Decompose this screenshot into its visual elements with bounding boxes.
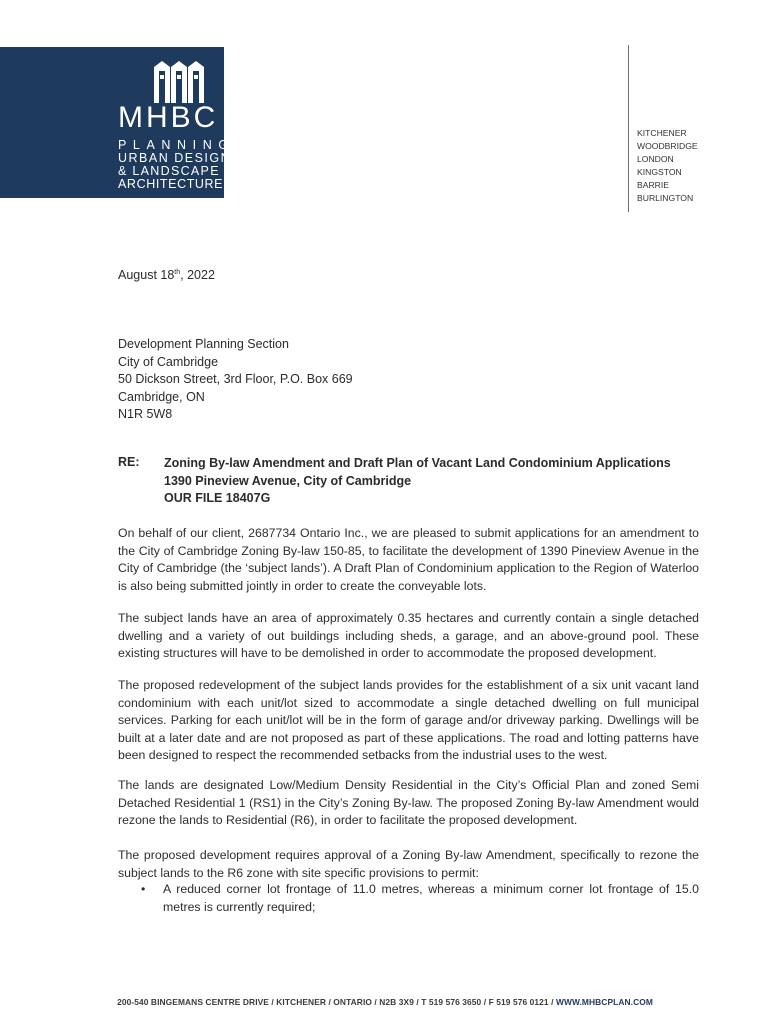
re-label: RE:: [118, 455, 140, 469]
date-year: , 2022: [180, 268, 215, 282]
mhbc-building-icon: [150, 59, 212, 105]
body-paragraph: On behalf of our client, 2687734 Ontario Inc., we are pleased to submit applications for an amendment to the City of Cambridge Zoning By-law 150-85, to facilitate the development of 1390 Pineview Avenue in the City of Cambridge (the ‘subject lands’). A Draft Plan of Condominium application to the Region of Waterloo is also being submitted jointly in order to create the conveyable lots.: [118, 526, 699, 593]
logo-tagline-landscape: & LANDSCAPE: [118, 164, 220, 178]
header-divider: [628, 45, 629, 212]
address-line: N1R 5W8: [118, 407, 173, 421]
office-city: BURLINGTON: [637, 193, 694, 203]
subject-file-number: OUR FILE 18407G: [164, 491, 271, 505]
bullet-icon: •: [141, 882, 146, 896]
address-line: Cambridge, ON: [118, 389, 205, 404]
subject-line: [164, 455, 671, 508]
address-line: 50 Dickson Street, 3rd Floor, P.O. Box 669: [118, 372, 353, 386]
logo-tagline-architecture: ARCHITECTURE: [118, 177, 224, 191]
body-paragraph: The subject lands have an area of approximately 0.35 hectares and currently contain a single detached dwelling and a variety of out buildings including sheds, a garage, and an above-ground pool. These existing structures will have to be demolished in order to accommodate the proposed development.: [118, 611, 699, 660]
body-paragraph: The lands are designated Low/Medium Density Residential in the City’s Official Plan and zoned Semi Detached Residential 1 (RS1) in the City’s Zoning By-law. The proposed Zoning By-law Amendment would rezone the lands to Residential (R6), in order to facilitate the proposed development.: [118, 778, 699, 827]
logo-tagline-urban-design: URBAN DESIGN: [118, 151, 232, 165]
subject-title: Zoning By-law Amendment and Draft Plan of Vacant Land Condominium Applications: [164, 456, 671, 470]
letterhead-logo: [0, 47, 235, 198]
office-city: KINGSTON: [637, 167, 682, 177]
recipient-address: [118, 336, 353, 424]
subject-property: 1390 Pineview Avenue, City of Cambridge: [164, 473, 412, 488]
office-city: KITCHENER: [637, 128, 687, 138]
body-paragraph: The proposed development requires approval of a Zoning By-law Amendment, specifically to rezone the subject lands to the R6 zone with site specific provisions to permit:: [118, 848, 699, 880]
address-line: City of Cambridge: [118, 354, 219, 369]
body-paragraph: The proposed redevelopment of the subject lands provides for the establishment of a six unit vacant land condominium with each unit/lot sized to accommodate a single detached dwelling on full municipal services. Parking for each unit/lot will be in the form of garage and/or driveway parking. Dwellings will be built at a later date and are not proposed as part of these applications. The road and lotting patterns have been designed to respect the recommended setbacks from the industrial uses to the west.: [118, 678, 699, 762]
office-city: LONDON: [637, 154, 674, 164]
office-city: WOODBRIDGE: [637, 141, 698, 151]
office-locations: [637, 127, 698, 205]
footer-website-link[interactable]: WWW.MHBCPLAN.COM: [555, 997, 653, 1007]
letterhead-footer: [0, 997, 770, 1007]
bullet-text: A reduced corner lot frontage of 11.0 metres, whereas a minimum corner lot frontage of 15.0 metres is currently required;: [163, 882, 699, 914]
logo-tagline-planning: PLANNING: [118, 138, 235, 152]
date-month-day: August 18: [118, 268, 175, 282]
office-city: BARRIE: [637, 180, 669, 190]
date-suffix: th: [174, 268, 181, 276]
address-line: Development Planning Section: [118, 337, 289, 351]
letter-date: [118, 268, 215, 282]
footer-address: 200-540 BINGEMANS CENTRE DRIVE / KITCHENER / ONTARIO / N2B 3X9 / T 519 576 3650 / F 519 576 0121 /: [117, 997, 556, 1007]
logo-wordmark: MHBC: [118, 101, 219, 134]
